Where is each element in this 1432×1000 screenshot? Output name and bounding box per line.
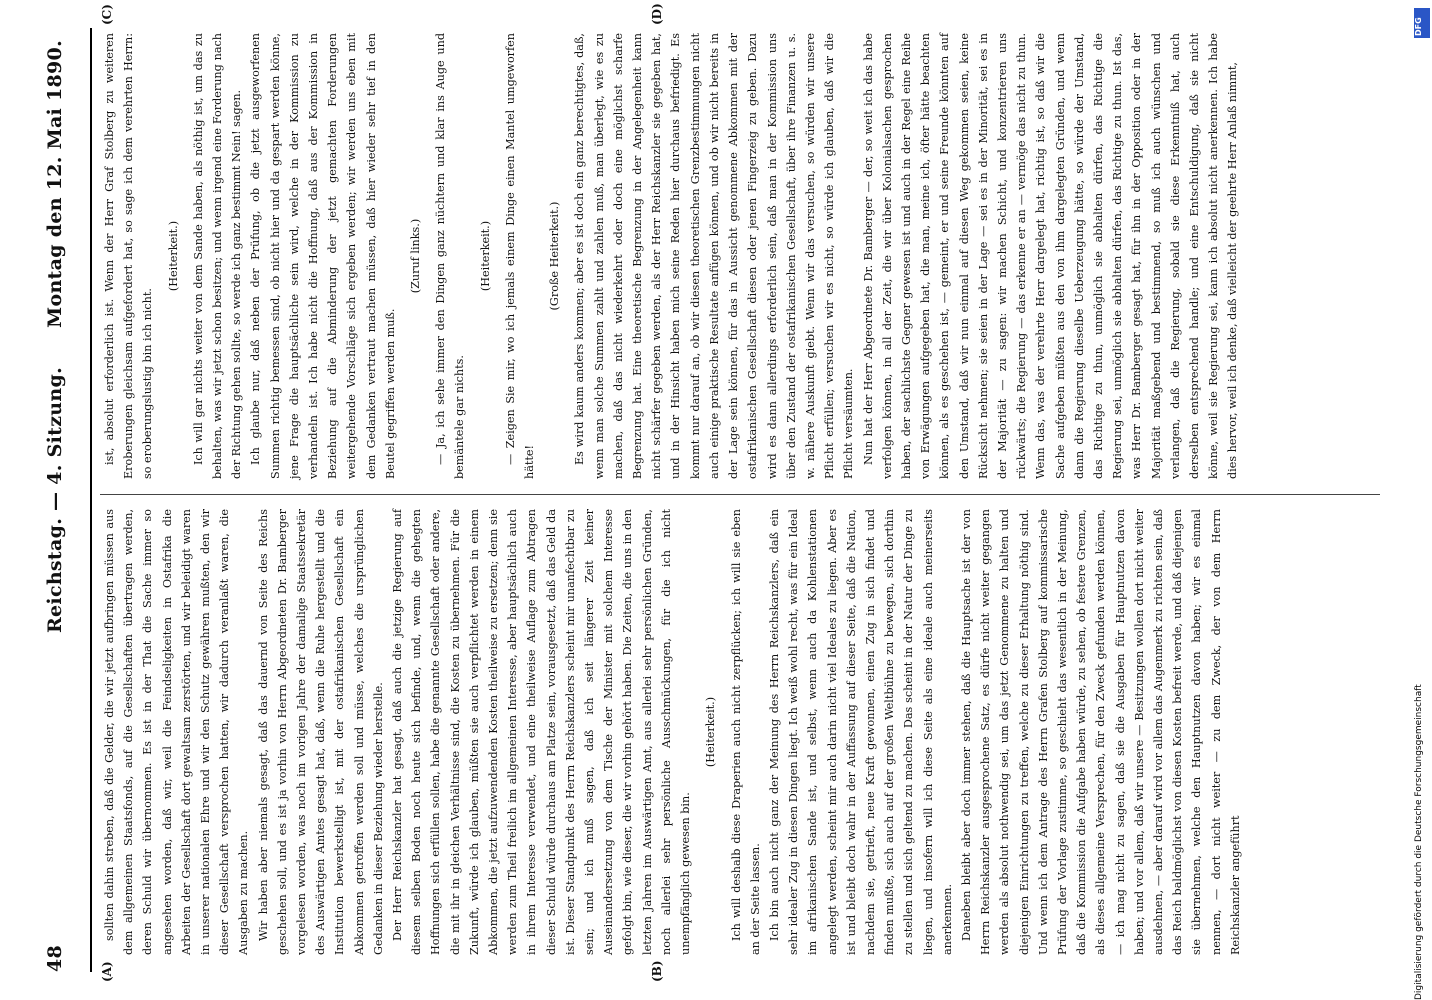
page-number: 48 xyxy=(44,944,66,972)
paragraph: Ich will gar nichts weiter von dem Sande haben, als nöthig ist, um das zu behalten, was wir jetzt schon besitzen; und wenn irgend eine Forderung nach der Richtung gehen sollte, so werde ich ganz bestimmt Nein! sagen. xyxy=(191,33,244,479)
credit-text: Digitalisierung gefördert durch die Deutsche Forschungsgemeinschaft xyxy=(1414,684,1424,1000)
paragraph: Wir haben aber niemals gesagt, daß das dauernd von Seite des Reichs geschehen soll, und es ist ja vorhin von Herrn Abgeordneten Dr. Bamberger vorgelesen worden, was noch im vorigen Jahre der damalige Staatssekretär des Auswärtigen Amtes gesagt hat, daß, wenn die Ruhe hergestellt und die Institution bewerkstelligt ist, mit der ostafrikanischen Gesellschaft ein Abkommen getroffen werden soll und müsse, welches die ursprünglichen Gedanken in dieser Beziehung wieder herstelle. xyxy=(256,509,385,955)
margin-marker-c: (C) xyxy=(100,4,114,25)
paragraph: sollten dahin streben, daß die Gelder, die wir jetzt aufbringen müssen aus dem allgemeinen Staatsfonds, auf die Gesellschaften übertragen werden, deren Schuld wir übernommen. Es ist in der That die Sache immer so angesehen worden, daß wir, weil die Feindseligkeiten in Ostafrika die Arbeiten der Gesellschaft dort gewaltsam zerstörten, und wir beleidigt waren in unserer nationalen Ehre und wir den Schutz gewähren mußten, den wir dieser Gesellschaft versprochen hatten, wir dadurch veranlaßt waren, die Ausgaben zu machen. xyxy=(103,509,251,955)
date-heading: Montag den 12. Mai 1890. xyxy=(44,40,66,328)
logo-text: DFG xyxy=(1414,17,1423,36)
paragraph: Der Herr Reichskanzler hat gesagt, daß auch die jetzige Regierung auf diesem selben Boden noch heute sich befinde, und, wenn die gehegten Hoffnungen sich erfüllen sollen, habe die genannte Gesellschaft oder andere, die mit ihr in gleichen Verhältnisse sind, die Kosten zu übernehmen. Für die Zukunft, würde ich glauben, müßten sie auch verpflichtet werden in einem Abkommen, die jetzt aufzuwendenden Kosten theilweise zu ersetzen; denn sie werden zum Theil freilich im allgemeinen Interesse, aber hauptsächlich auch in ihrem Interesse verwendet, und eine theilweise Auflage zum Abtragen dieser Schuld würde durchaus am Platze sein, vorausgesetzt, daß das Geld da ist. Dieser Standpunkt des Herrn Reichskanzlers scheint mir unanfechtbar zu sein; und ich muß sagen, daß ich seit längerer Zeit keiner Auseinandersetzung von dem Tische der Minister mit solchem Interesse gefolgt bin, wie dieser, die wir vorhin gehört haben. Die Zeiten, die uns in den letzten Jahren im Auswärtigen Amt, aus allerlei sehr persönlichen Gründen, noch allerlei sehr persönliche Ausschmückungen, für die ich nicht unempfänglich gewesen bin. xyxy=(391,509,693,955)
interjection: (Heiterkeit.) xyxy=(166,220,180,292)
interjection: (Heiterkeit.) xyxy=(704,696,718,768)
header-rule xyxy=(90,28,92,972)
left-column xyxy=(100,509,1245,955)
paragraph: — Ja, ich sehe immer den Dingen ganz nüchtern und klar ins Auge und bemäntele gar nichts. xyxy=(434,33,467,479)
paragraph: Ich will deshalb diese Draperien auch nicht zerpflücken; ich will sie eben an der Seite lassen. xyxy=(729,509,762,955)
margin-marker-b: (B) xyxy=(650,960,664,982)
interjection: (Heiterkeit.) xyxy=(478,220,492,292)
right-column xyxy=(100,33,1243,479)
paragraph: Daneben bleibt aber doch immer stehen, daß die Hauptsache ist der von Herrn Reichskanzler ausgesprochene Satz, es dürfe nicht weiter gegangen werden als absolut nothwendig sei, um das jetzt Genommene zu halten und diejenigen Einrichtungen zu treffen, welche zu dieser Erhaltung nöthig sind. Und wenn ich dem Antrage des Herrn Grafen Stolberg auf kommissarische Prüfung der Vorlage zustimme, so geschieht das wesentlich in der Meinung, daß die Kommission die Aufgabe haben würde, zu sehen, ob festere Grenzen, als dieses allgemeine Versprechen, für den Zweck gefunden werden können, — ich mag nicht zu sagen, daß sie die Ausgaben für Hauptnutzen davon haben; und vor allem, daß wir unsere — Besitzungen wollen dort nicht weiter ausdehnen, — aber darauf wird vor allem das Augenmerk zu richten sein, daß das Reich baldmöglichst von diesen Kosten befreit werde, und daß diejenigen sie übernehmen, welche den Hauptnutzen davon haben; wir es einmal nennen, — dort nicht weiter — zu dem Zweck, der von dem Herrn Reichskanzler angeführt xyxy=(959,509,1242,955)
paragraph: ist, absolut erforderlich ist. Wenn der Herr Graf Stolberg zu weiteren Eroberungen gleichsam aufgefordert hat, so sage ich dem verehrten Herrn: so eroberungslustig bin ich nicht. xyxy=(103,33,155,479)
paragraph: Ich glaube nur, daß neben der Prüfung, ob die jetzt ausgeworfenen Summen richtig bemessen sind, ob nicht hier und da gespart werden könne, jene Frage die hauptsächliche sein wird, welche in der Kommission zu verhandeln ist. Ich habe nicht die Hoffnung, daß aus der Kommission in Beziehung auf die Abminderung der jetzt gemachten Forderungen weitergehende Vorschläge sich ergeben werden; wir werden uns eben mit dem Gedanken vertraut machen müssen, daß hier wieder sehr tief in den Beutel gegriffen werden muß. xyxy=(249,33,397,479)
interjection: (Große Heiterkeit.) xyxy=(548,201,562,311)
margin-marker-d: (D) xyxy=(650,3,664,25)
column-divider xyxy=(100,494,1380,495)
interjection: (Zuruf links.) xyxy=(409,218,423,294)
paragraph: Ich bin auch nicht ganz der Meinung des Herrn Reichskanzlers, daß ein sehr idealer Zug in diesen Dingen liegt. Ich weiß wohl recht, was für ein Ideal im afrikanischen Sande ist, und selbst, wenn auch da Kohlenstationen angelegt werden, scheint mir auch darin nicht viel Ideales zu liegen. Aber es ist und bleibt doch wahr in der Auffassung auf dieser Seite, daß die Nation, nachdem sie, getrieft, neue Kraft gewonnen, einen Zug in sich findet und finden mußte, sich auch auf der großen Weltbühne zu bewegen, sich dorthin zu stellen und sich geltend zu machen. Das scheint in der Natur der Dinge zu liegen, und insofern will ich diese Seite als eine ideale auch meinerseits anerkennen. xyxy=(767,509,954,955)
paragraph: Es wird kaum anders kommen; aber es ist doch ein ganz berechtigtes, daß, wenn man solche Summen zahlt und zahlen muß, man überlegt, wie es zu machen, daß das nicht wiederkehrt oder doch eine möglichst scharfe Begrenzung hat. Eine theoretische Begrenzung in der Angelegenheit kann nicht schärfer gegeben werden, als der Herr Reichskanzler sie gegeben hat, und in der Hinsicht haben mich seine Reden hier durchaus befriedigt. Es kommt nur darauf an, ob wir diesen theoretischen Grenzbestimmungen nicht auch einige praktische Resultate anfügen können, und ob wir nicht bereits in der Lage sein können, für das in Aussicht genommene Abkommen mit der ostafrikanischen Gesellschaft diesen oder jenen Fingerzeig zu geben. Dazu wird es dann allerdings erforderlich sein, daß man in der Kommission uns über den Zustand der ostafrikanischen Gesellschaft, über ihre Finanzen u. s. w. nähere Auskunft giebt. Wenn wir das versuchen, so würden wir unsere Pflicht erfüllen; versuchen wir es nicht, so würde ich glauben, daß wir die Pflicht versäumten. xyxy=(573,33,856,479)
paragraph: — Zeigen Sie mir, wo ich jemals einem Dinge einen Mantel umgeworfen hätte! xyxy=(503,33,537,479)
session-title: Reichstag. — 4. Sitzung. xyxy=(44,366,66,634)
digitization-credit xyxy=(1414,480,1426,1000)
dfg-logo xyxy=(1414,8,1430,38)
margin-marker-a: (A) xyxy=(100,961,114,982)
paragraph: Nun hat der Herr Abgeordnete Dr. Bamberger — der, so weit ich das habe verfolgen können, in all der Zeit, die wir über Kolonialsachen gesprochen haben, der sachlichste Gegner gewesen ist und auch in der Regel eine Reihe von Erwägungen aufgegeben hat, die man, meine ich, öfter hätte beachten können, als es geschehen ist, — gemeint, er und seine Freunde könnten auf den Umstand, daß wir nun einmal auf diesen Weg gekommen seien, keine Rücksicht nehmen; sie seien in der Lage — sei es in der Minorität, sei es in der Majorität — zu sagen: wir machen Schicht, und konzentrieren uns rückwärts; die Regierung — das erkenne er an — vermöge das nicht zu thun. Wenn das, was der verehrte Herr dargelegt hat, richtig ist, so daß wir die Sache aufgeben müßten aus den von ihm dargelegten Gründen, und wenn dann die Regierung dieselbe Ueberzeugung hätte, so würde der Umstand, das Richtige zu thun, unmöglich sie abhalten dürfen, das Richtige die Regierung sei, unmöglich sie abhalten dürfen, das Richtige zu thun. Ist das, was Herr Dr. Bamberger gesagt hat, für ihn in der Opposition oder in der Majorität maßgebend und bestimmend, so muß ich auch wünschen und verlangen, daß die Regierung, sobald sie diese Erkenntniß hat, auch derselben entsprechend handle; und eine Entschuldigung, daß sie nicht könne, weil sie Regierung sei, kann ich absolut nicht anerkennen. Ich habe dies hervor, weil ich denke, daß vielleicht der geehrte Herr Anlaß nimmt, xyxy=(861,33,1240,479)
